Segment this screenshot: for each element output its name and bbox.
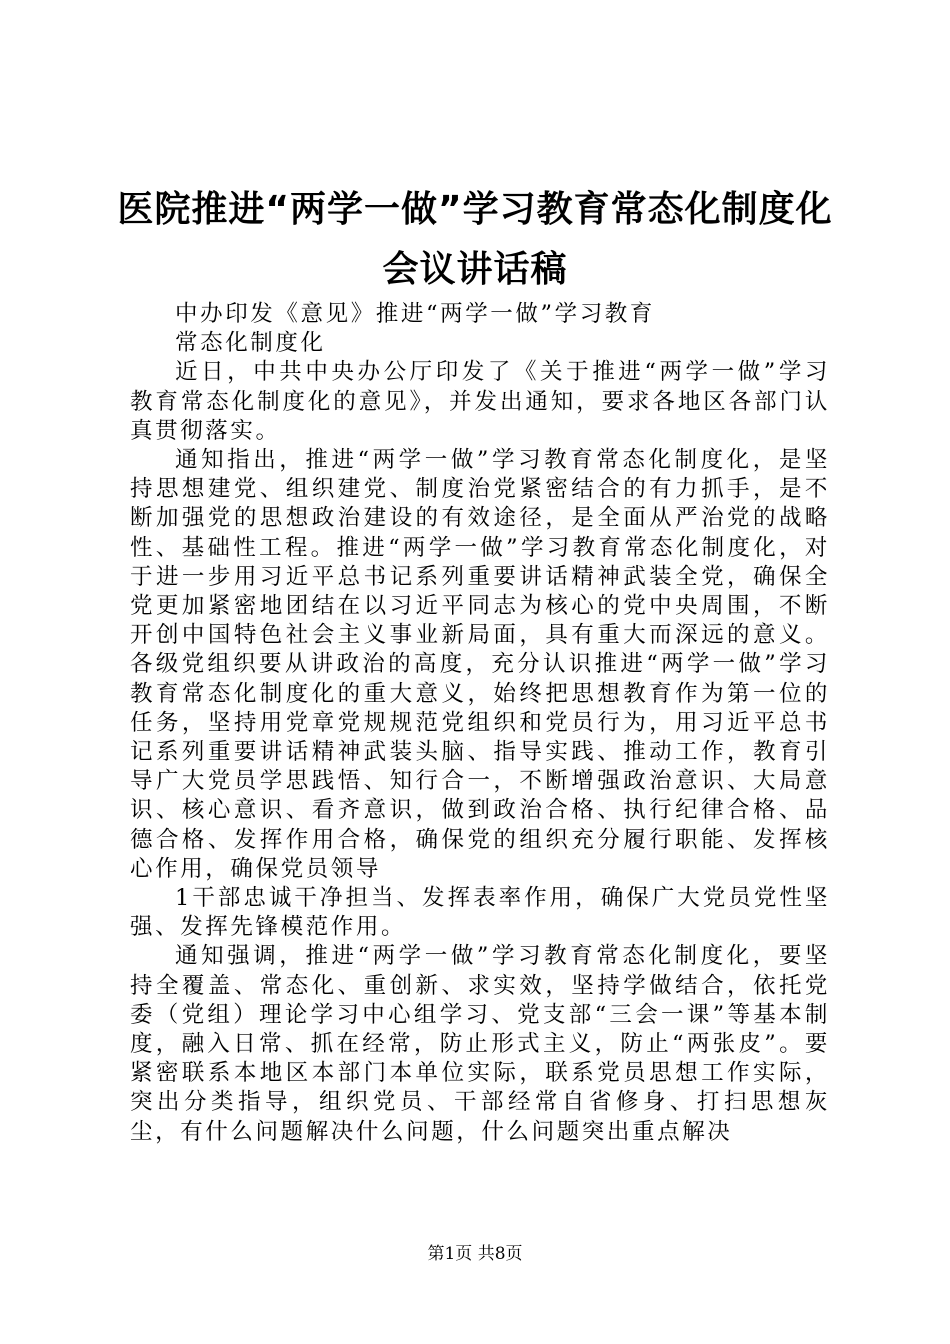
document-title-line1: 医院推进“两学一做”学习教育常态化制度化: [117, 189, 833, 230]
paragraph: 近日，中共中央办公厅印发了《关于推进“两学一做”学习教育常态化制度化的意见》，并发出通知，要求各地区各部门认真贯彻落实。: [130, 359, 830, 444]
paragraph: 通知指出，推进“两学一做”学习教育常态化制度化，是坚持思想建党、组织建党、制度治党紧密结合的有力抓手，是不断加强党的思想政治建设的有效途径，是全面从严治党的战略性、基础性工程。推进“两学一做”学习教育常态化制度化，对于进一步用习近平总书记系列重要讲话精神武装全党，确保全党更加紧密地团结在以习近平同志为核心的党中央周围，不断开创中国特色社会主义事业新局面，具有重大而深远的意义。各级党组织要从讲政治的高度，充分认识推进“两学一做”学习教育常态化制度化的重大意义，始终把思想教育作为第一位的任务，坚持用党章党规规范党组织和党员行为，用习近平总书记系列重要讲话精神武装头脑、指导实践、推动工作，教育引导广大党员学思践悟、知行合一，不断增强政治意识、大局意识、核心意识、看齐意识，做到政治合格、执行纪律合格、品德合格、发挥作用合格，确保党的组织充分履行职能、发挥核心作用，确保党员领导: [130, 447, 830, 882]
paragraph: 中办印发《意见》推进“两学一做”学习教育: [175, 301, 656, 327]
page-indicator: 第1页 共8页: [427, 1244, 523, 1264]
paragraph: 1干部忠诚干净担当、发挥表率作用，确保广大党员党性坚强、发挥先锋模范作用。: [130, 885, 830, 941]
document-body: [130, 300, 830, 1147]
paragraph: 通知强调，推进“两学一做”学习教育常态化制度化，要坚持全覆盖、常态化、重创新、求实效，坚持学做结合，依托党委（党组）理论学习中心组学习、党支部“三会一课”等基本制度，融入日常、抓在经常，防止形式主义，防止“两张皮”。要紧密联系本地区本部门本单位实际，联系党员思想工作实际，突出分类指导，组织党员、干部经常自省修身、打扫思想灰尘，有什么问题解决什么问题，什么问题突出重点解决: [130, 943, 830, 1145]
document-title-line2: 会议讲话稿: [382, 249, 568, 290]
paragraph: 常态化制度化: [175, 330, 326, 357]
